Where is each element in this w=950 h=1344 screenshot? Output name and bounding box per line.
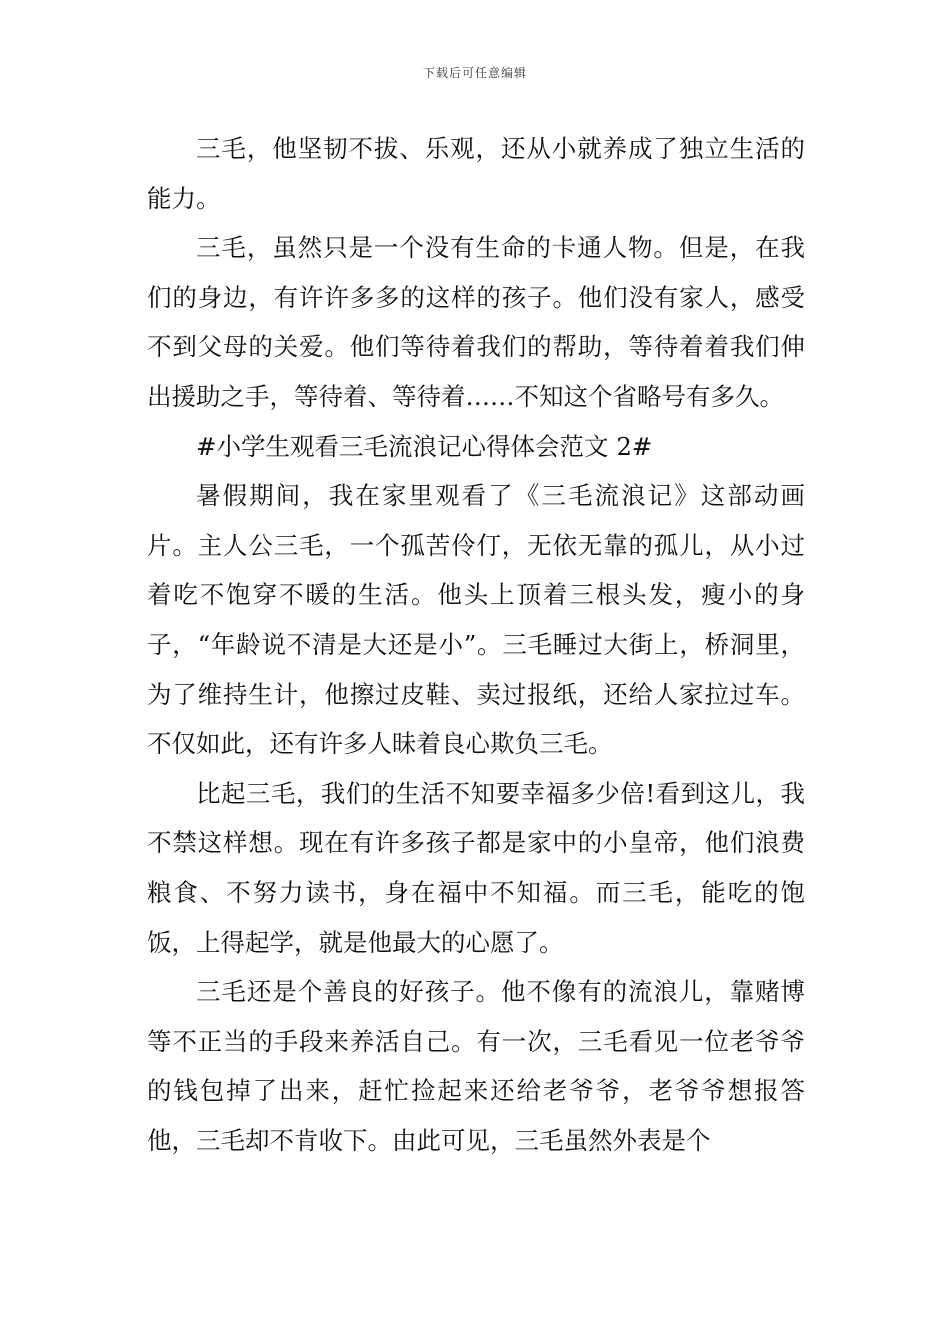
paragraph: 三毛，他坚韧不拔、乐观，还从小就养成了独立生活的能力。: [147, 134, 805, 213]
page-header-note: 下载后可任意编辑: [422, 66, 527, 80]
section-heading: #小学生观看三毛流浪记心得体会范文 2#: [196, 431, 653, 461]
paragraph: 暑假期间，我在家里观看了《三毛流浪记》这部动画片。主人公三毛，一个孤苦伶仃，无依无靠的孤儿，从小过着吃不饱穿不暖的生活。他头上顶着三根头发，瘦小的身子，“年龄说不清是大还是小”。三毛睡过大街上，桥洞里，为了维持生计，他擦过皮鞋、卖过报纸，还给人家拉过车。不仅如此，还有许多人昧着良心欺负三毛。: [147, 481, 805, 759]
paragraph: 三毛还是个善良的好孩子。他不像有的流浪儿，靠赌博等不正当的手段来养活自己。有一次，三毛看见一位老爷爷的钱包掉了出来，赶忙捡起来还给老爷爷，老爷爷想报答他，三毛却不肯收下。由此可见，三毛虽然外表是个: [147, 977, 805, 1155]
paragraph: 比起三毛，我们的生活不知要幸福多少倍!看到这儿，我不禁这样想。现在有许多孩子都是家中的小皇帝，他们浪费粮食、不努力读书，身在福中不知福。而三毛，能吃的饱饭，上得起学，就是他最大的心愿了。: [147, 778, 805, 957]
paragraph: 三毛，虽然只是一个没有生命的卡通人物。但是，在我们的身边，有许许多多的这样的孩子。他们没有家人，感受不到父母的关爱。他们等待着我们的帮助，等待着着我们伸出援助之手，等待着、等待着……不知这个省略号有多久。: [147, 233, 805, 411]
document-body: [147, 124, 805, 1165]
